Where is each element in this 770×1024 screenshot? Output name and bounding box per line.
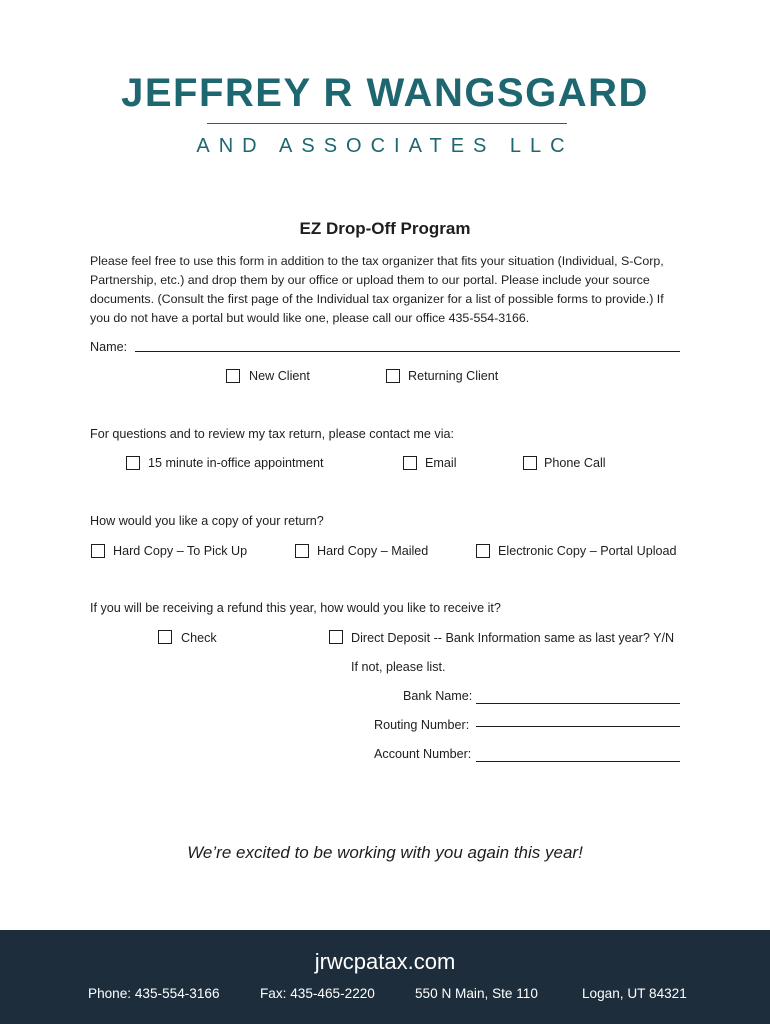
direct-deposit-checkbox[interactable] [329,630,343,644]
company-logo-subtitle: AND ASSOCIATES LLC [196,135,574,157]
footer-city: Logan, UT 84321 [582,986,687,1001]
appointment-checkbox[interactable] [126,456,140,470]
appointment-label: 15 minute in-office appointment [148,456,324,470]
routing-number-label: Routing Number: [374,718,470,732]
intro-paragraph: Please feel free to use this form in addition to the tax organizer that fits your situation (Individual, S-Corp, Partnership, etc.) and drop them by our office or upload them to our portal. Please include your source documents. (Consult the first page of the Individual tax organizer for a list of possible forms to provide.) If you do not have a portal but would like one, please call our office 435-554-3166. [90,254,664,325]
closing-message: We’re excited to be working with you again this year! [187,843,583,862]
electronic-copy-checkbox[interactable] [476,544,490,558]
hard-copy-mailed-checkbox[interactable] [295,544,309,558]
account-number-label: Account Number: [374,747,472,761]
company-logo-name: JEFFREY R WANGSGARD [121,71,649,115]
hard-copy-pickup-checkbox[interactable] [91,544,105,558]
hard-copy-pickup-label: Hard Copy – To Pick Up [113,544,248,558]
footer-phone: Phone: 435-554-3166 [88,986,220,1001]
returning-client-checkbox[interactable] [386,369,400,383]
footer-address: 550 N Main, Ste 110 [415,986,538,1001]
footer-website: jrwcpatax.com [314,949,456,974]
name-label: Name: [90,340,128,354]
account-number-field[interactable] [476,761,680,762]
copy-question: How would you like a copy of your return? [90,514,324,528]
hard-copy-mailed-label: Hard Copy – Mailed [317,544,429,558]
phone-call-checkbox[interactable] [523,456,537,470]
refund-question: If you will be receiving a refund this year, how would you like to receive it? [90,601,501,615]
contact-question: For questions and to review my tax return, please contact me via: [90,427,454,441]
bank-name-label: Bank Name: [403,689,473,703]
logo-divider [207,123,567,124]
check-checkbox[interactable] [158,630,172,644]
new-client-label: New Client [249,369,310,383]
if-not-label: If not, please list. [351,660,446,674]
footer-fax: Fax: 435-465-2220 [260,986,375,1001]
direct-deposit-label: Direct Deposit -- Bank Information same as last year? Y/N [351,631,675,645]
bank-name-field[interactable] [476,703,680,704]
form-title: EZ Drop-Off Program [299,219,471,238]
returning-client-label: Returning Client [408,369,499,383]
new-client-checkbox[interactable] [226,369,240,383]
email-label: Email [425,456,457,470]
email-checkbox[interactable] [403,456,417,470]
routing-number-field[interactable] [476,726,680,727]
phone-call-label: Phone Call [544,456,606,470]
name-field[interactable] [135,351,680,352]
check-label: Check [181,631,217,645]
footer-bar [0,930,770,1024]
electronic-copy-label: Electronic Copy – Portal Upload [498,544,677,558]
